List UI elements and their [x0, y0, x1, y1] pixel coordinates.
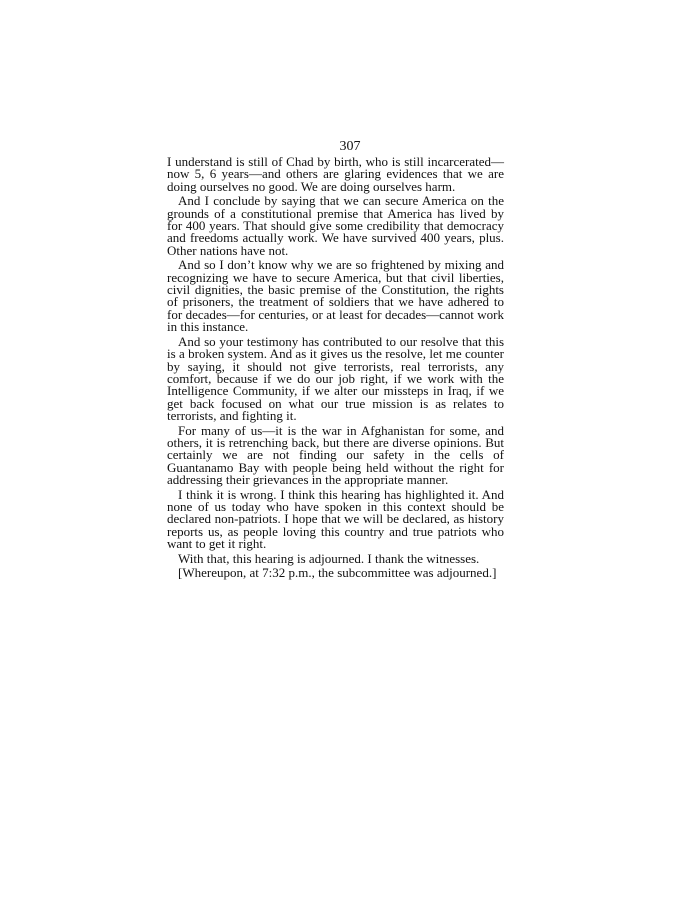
- hearing-transcript-text: [167, 156, 504, 581]
- paragraph-testimony: And so your testimony has contributed to our resolve that this is a broken system. And as it gives us the resolve, let me counter by saying, it should not give terrorists, real terrorists, any comfort, because if we do our job right, if we work with the Intelligence Community, if we alter our missteps in Iraq, if we get back focused on what our true mission is as relates to terrorists, and fighting it.: [167, 333, 504, 424]
- page-number: 307: [339, 139, 361, 154]
- paragraph-whereupon: [Whereupon, at 7:32 p.m., the subcommittee was adjourned.]: [178, 565, 497, 580]
- paragraph-adjourned: With that, this hearing is adjourned. I thank the witnesses.: [178, 550, 480, 566]
- paragraph-conclude: And I conclude by saying that we can secure America on the grounds of a constitutional premise that America has lived by for 400 years. That should give some credibility that democracy and freedoms actually work. We have survived 400 years, plus. Other nations have not.: [167, 193, 504, 258]
- paragraph-many-of-us: For many of us—it is the war in Afghanistan for some, and others, it is retrenching back, but there are diverse opinions. But certainly we are not finding our safety in the cells of Guantanamo Bay with people being held without the right for addressing their grievances in the appropriate manner.: [167, 422, 504, 488]
- paragraph-wrong: I think it is wrong. I think this hearing has highlighted it. And none of us today who have spoken in this context should be declared non-patriots. I hope that we will be declared, as history reports us, as people loving this country and true patriots who want to get it right.: [167, 486, 504, 552]
- paragraph-continuation: I understand is still of Chad by birth, who is still incarcerated—now 5, 6 years—and others are glaring evidences that we are doing ourselves no good. We are doing ourselves harm.: [167, 154, 504, 194]
- paragraph-frightened: And so I don’t know why we are so frightened by mixing and recognizing we have to secure America, but that civil liberties, civil dignities, the basic premise of the Constitution, the rights of prisoners, the treatment of soldiers that we have adhered to for decades—for centuries, or at least for decades—cannot work in this instance.: [167, 257, 504, 335]
